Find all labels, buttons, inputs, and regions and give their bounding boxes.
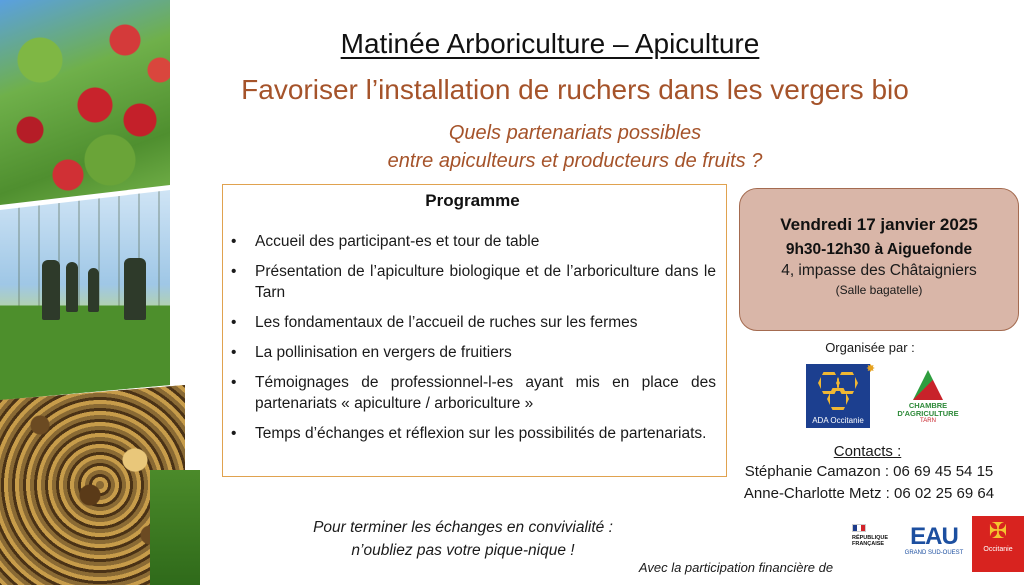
french-flag-icon — [852, 524, 866, 532]
closing-line-2: n’oubliez pas votre pique-nique ! — [351, 542, 575, 559]
republique-francaise-logo — [852, 524, 897, 572]
visitor-figure — [42, 260, 60, 320]
chambre-agriculture-logo — [893, 370, 963, 432]
page-subtitle: Favoriser l’installation de ruchers dans les vergers bio — [241, 74, 909, 105]
occitanie-logo-text: Occitanie — [983, 546, 1013, 553]
organized-by-label: Organisée par : — [825, 340, 915, 355]
orchard-visit-photo — [0, 190, 200, 400]
programme-item — [229, 423, 716, 444]
apple-tree-photo — [0, 0, 200, 205]
chambre-logo-text: CHAMBRE D'AGRICULTURE — [897, 401, 959, 418]
closing-message — [278, 516, 648, 562]
programme-item — [229, 231, 716, 252]
event-details-box — [739, 188, 1019, 331]
rf-logo-text: RÉPUBLIQUE FRANÇAISE — [852, 535, 889, 547]
programme-item-text: Accueil des participant-es et tour de table — [255, 233, 540, 250]
foliage-photo — [150, 470, 200, 585]
programme-title: Programme — [425, 191, 520, 210]
question-text — [300, 119, 850, 175]
page-title: Matinée Arboriculture – Apiculture — [340, 28, 760, 59]
ada-occitanie-logo — [806, 364, 870, 428]
bullet-icon: • — [231, 233, 237, 250]
event-room: (Salle bagatelle) — [835, 283, 923, 297]
bullet-icon: • — [231, 263, 237, 280]
programme-list — [229, 231, 716, 444]
programme-item-text: La pollinisation en vergers de fruitiers — [255, 344, 512, 361]
programme-item-text: Temps d’échanges et réflexion sur les possibilités de partenariats. — [255, 425, 707, 442]
bee-icon: ✸ — [866, 363, 876, 375]
bullet-icon: • — [231, 425, 237, 442]
region-occitanie-logo — [972, 516, 1024, 572]
eau-logo-word: EAU — [910, 523, 958, 550]
funding-label: Avec la participation financière de — [638, 560, 834, 575]
bullet-icon: • — [231, 344, 237, 361]
chambre-mark-icon — [913, 370, 943, 400]
contact-stephanie: Stéphanie Camazon : 06 69 45 54 15 — [744, 463, 994, 480]
visitor-figure — [124, 258, 146, 320]
event-time: 9h30-12h30 à Aiguefonde — [785, 241, 973, 258]
programme-item — [229, 312, 716, 333]
programme-box — [222, 184, 727, 477]
contact-anne-charlotte: Anne-Charlotte Metz : 06 02 25 69 64 — [743, 485, 995, 502]
visitor-figure — [66, 262, 78, 312]
event-address: 4, impasse des Châtaigniers — [781, 262, 977, 279]
programme-item — [229, 261, 716, 303]
question-line-1: Quels partenariats possibles — [448, 122, 702, 144]
eau-logo-sub: GRAND SUD-OUEST — [904, 550, 964, 556]
programme-item-text: Témoignages de professionnel-l-es ayant mis en place des partenariats « apiculture / arboriculture » — [255, 374, 716, 412]
contacts-title: Contacts : — [833, 443, 902, 460]
programme-item-text: Présentation de l’apiculture biologique et de l’arboriculture dans le Tarn — [255, 263, 716, 301]
programme-item — [229, 372, 716, 414]
occitan-cross-icon: ✠ — [988, 518, 1008, 543]
programme-item — [229, 342, 716, 363]
photo-collage — [0, 0, 200, 585]
bullet-icon: • — [231, 374, 237, 391]
closing-line-1: Pour terminer les échanges en convivialité : — [313, 519, 613, 536]
bullet-icon: • — [231, 314, 237, 331]
agence-eau-logo — [904, 524, 964, 564]
event-date: Vendredi 17 janvier 2025 — [780, 215, 978, 234]
programme-item-text: Les fondamentaux de l’accueil de ruches sur les fermes — [255, 314, 638, 331]
chambre-logo-sub: TARN — [920, 418, 936, 424]
visitor-figure — [88, 268, 99, 312]
question-line-2: entre apiculteurs et producteurs de fruits ? — [387, 150, 763, 172]
ada-logo-text: ADA Occitanie — [812, 416, 864, 425]
